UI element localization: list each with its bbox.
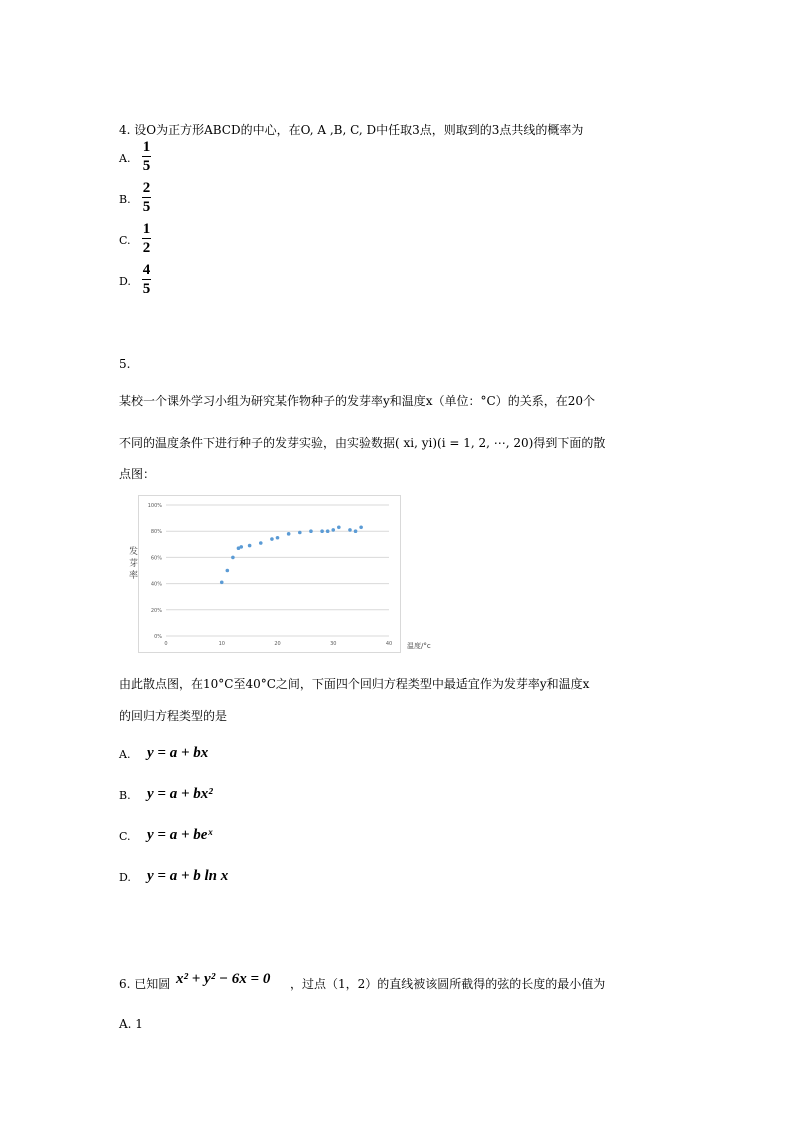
numerator: 1 [142, 139, 151, 155]
q5-option-letter: A. [119, 748, 131, 761]
data-point [309, 529, 313, 533]
y-tick-label: 40% [150, 581, 162, 588]
fraction-bar [142, 279, 151, 280]
q4-option-letter: C. [119, 234, 131, 247]
q5-line2: 不同的温度条件下进行种子的发芽实验，由实验数据( xi, yi)(i = 1, 2, ⋯, 20)得到下面的散 [119, 436, 606, 450]
q4-option-d[interactable] [142, 263, 151, 296]
numerator: 1 [142, 221, 151, 237]
data-point [326, 529, 330, 533]
data-point [348, 528, 352, 532]
data-point [248, 544, 252, 548]
q4-option-c[interactable] [142, 222, 151, 255]
q5-option-letter: D. [119, 871, 131, 884]
denominator: 2 [142, 240, 151, 256]
q5-option-letter: C. [119, 830, 131, 843]
q5-line1: 某校一个课外学习小组为研究某作物种子的发芽率y和温度x（单位：°C）的关系，在20个 [119, 394, 596, 408]
q4-stem: 4. 设O为正方形ABCD的中心，在O, A ,B, C, D中任取3点，则取到的3点共线的概率为 [119, 123, 584, 137]
scatter-chart [129, 495, 431, 653]
q5-option-c[interactable]: y = a + beˣ [147, 827, 213, 843]
data-point [276, 536, 280, 540]
data-point [239, 545, 243, 549]
denominator: 5 [142, 199, 151, 215]
q6-stem-post: ，过点（1，2）的直线被该圆所截得的弦的长度的最小值为 [290, 977, 606, 991]
q4-option-letter: D. [119, 275, 131, 288]
fraction-bar [142, 238, 151, 239]
data-point [259, 541, 263, 545]
fraction-bar [142, 197, 151, 198]
q5-after2: 的回归方程类型的是 [119, 709, 228, 723]
data-point [354, 529, 358, 533]
numerator: 4 [142, 262, 151, 278]
y-axis-label-char: 发 [129, 547, 139, 557]
fraction-bar [142, 156, 151, 157]
x-axis-label: 温度/°c [407, 642, 431, 650]
x-tick-label: 10 [218, 641, 225, 647]
data-point [320, 529, 324, 533]
y-tick-label: 80% [150, 529, 162, 536]
x-tick-label: 30 [330, 641, 337, 647]
y-tick-label: 0% [154, 634, 162, 640]
y-tick-label: 20% [150, 607, 162, 614]
y-axis-label-char: 率 [129, 571, 139, 581]
data-point [270, 537, 274, 541]
data-point [226, 569, 230, 573]
data-point [331, 528, 335, 532]
q5-option-b[interactable]: y = a + bx² [147, 786, 213, 802]
data-point [220, 580, 224, 584]
x-tick-label: 0 [164, 641, 168, 647]
x-tick-label: 20 [274, 641, 281, 647]
q4-option-letter: B. [119, 193, 131, 206]
y-tick-label: 60% [150, 555, 162, 562]
numerator: 2 [142, 180, 151, 196]
y-axis-label-char: 芽 [129, 559, 139, 569]
q4-option-letter: A. [119, 152, 131, 165]
chart-svg [129, 496, 431, 652]
q5-number: 5. [119, 357, 131, 371]
q5-after1: 由此散点图，在10°C至40°C之间，下面四个回归方程类型中最适宜作为发芽率y和温度x [119, 677, 590, 691]
q5-option-a[interactable]: y = a + bx [147, 745, 209, 761]
q4-option-b[interactable] [142, 181, 151, 214]
x-tick-label: 40 [385, 641, 393, 647]
q5-option-letter: B. [119, 789, 131, 802]
q6-option-a: A. 1 [119, 1017, 143, 1031]
data-point [231, 556, 235, 560]
data-point [298, 531, 302, 535]
q6-stem-pre: 6. 已知圆 [119, 977, 171, 991]
q6-equation: x² + y² − 6x = 0 [176, 971, 271, 987]
data-point [337, 525, 341, 529]
q5-option-d[interactable]: y = a + b ln x [147, 868, 229, 884]
y-tick-label: 100% [147, 503, 162, 509]
denominator: 5 [142, 281, 151, 297]
q4-option-a[interactable] [142, 140, 151, 173]
data-point [287, 532, 291, 536]
denominator: 5 [142, 158, 151, 174]
data-point [359, 525, 363, 529]
q5-line3: 点图： [119, 467, 156, 481]
